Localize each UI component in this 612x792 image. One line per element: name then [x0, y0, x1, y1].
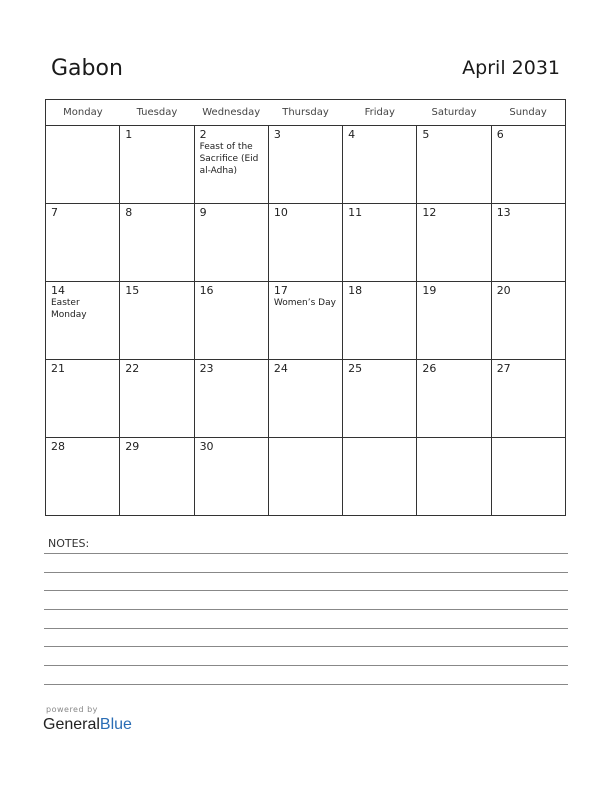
day-number: 16	[199, 284, 214, 297]
day-cell	[491, 438, 565, 516]
day-cell	[120, 126, 194, 204]
day-number: 29	[125, 440, 140, 453]
day-number: 25	[348, 362, 363, 375]
day-cell	[343, 282, 417, 360]
month-year-title: April 2031	[462, 57, 560, 79]
day-cell	[268, 126, 342, 204]
day-number: 9	[199, 206, 207, 219]
week-row	[46, 204, 566, 282]
weekday-header: Saturday	[417, 100, 491, 126]
day-number: 26	[422, 362, 437, 375]
day-cell	[194, 438, 268, 516]
calendar-grid	[45, 99, 566, 516]
day-cell	[46, 126, 120, 204]
day-cell	[343, 360, 417, 438]
day-number: 28	[51, 440, 65, 453]
day-cell	[491, 282, 565, 360]
week-row	[46, 360, 566, 438]
powered-by-text: powered by	[46, 705, 98, 714]
generalblue-logo	[43, 716, 132, 734]
day-cell	[343, 204, 417, 282]
weekday-header: Sunday	[491, 100, 565, 126]
weekday-header: Monday	[46, 100, 120, 126]
day-cell	[268, 204, 342, 282]
day-number: 23	[199, 362, 214, 375]
day-cell	[194, 204, 268, 282]
day-number: 1	[125, 128, 133, 141]
day-number: 17	[273, 284, 288, 297]
day-number: 11	[348, 206, 363, 219]
day-cell	[491, 204, 565, 282]
brand-general-text: General	[43, 716, 100, 733]
day-cell	[120, 204, 194, 282]
note-line	[44, 646, 568, 647]
note-line	[44, 572, 568, 573]
day-number: 24	[273, 362, 288, 375]
weekday-header: Tuesday	[120, 100, 194, 126]
day-cell	[491, 360, 565, 438]
weekday-header-row	[46, 100, 566, 126]
note-line	[44, 590, 568, 591]
day-number: 7	[51, 206, 58, 219]
note-line	[44, 609, 568, 610]
day-cell	[194, 126, 268, 204]
day-cell	[120, 282, 194, 360]
day-cell	[343, 438, 417, 516]
day-number: 18	[348, 284, 363, 297]
day-number: 4	[348, 128, 356, 141]
day-cell	[46, 282, 120, 360]
day-number: 14	[51, 284, 65, 297]
day-cell	[194, 282, 268, 360]
day-number: 19	[422, 284, 437, 297]
country-title: Gabon	[51, 56, 123, 81]
day-number: 21	[51, 362, 65, 375]
day-cell	[417, 204, 491, 282]
day-number: 8	[125, 206, 133, 219]
day-cell	[120, 360, 194, 438]
day-cell	[46, 204, 120, 282]
holiday-label: Feast of the Sacrifice (Eid al-Adha)	[199, 142, 259, 176]
weekday-header: Friday	[343, 100, 417, 126]
day-cell	[120, 438, 194, 516]
day-number: 3	[273, 128, 281, 141]
week-row	[46, 126, 566, 204]
day-cell	[417, 126, 491, 204]
day-number: 13	[496, 206, 511, 219]
weekday-header: Wednesday	[194, 100, 268, 126]
day-cell	[46, 438, 120, 516]
notes-label: NOTES:	[48, 537, 90, 550]
day-number: 2	[199, 128, 207, 141]
week-row	[46, 438, 566, 516]
day-number: 22	[125, 362, 140, 375]
day-number: 5	[422, 128, 430, 141]
holiday-label: Easter Monday	[51, 298, 87, 320]
holiday-label: Women’s Day	[273, 298, 336, 308]
day-number: 12	[422, 206, 437, 219]
day-cell	[194, 360, 268, 438]
day-cell	[46, 360, 120, 438]
day-cell	[268, 282, 342, 360]
day-cell	[417, 438, 491, 516]
day-number: 27	[496, 362, 511, 375]
note-line	[44, 628, 568, 629]
day-cell	[268, 438, 342, 516]
brand-blue-text: Blue	[99, 716, 132, 733]
note-line	[44, 684, 568, 685]
day-cell	[491, 126, 565, 204]
note-line	[44, 665, 568, 666]
day-number: 30	[199, 440, 214, 453]
day-cell	[417, 360, 491, 438]
note-line	[44, 553, 568, 554]
day-number: 6	[496, 128, 504, 141]
day-number: 15	[125, 284, 140, 297]
day-number: 20	[496, 284, 511, 297]
day-cell	[343, 126, 417, 204]
day-cell	[417, 282, 491, 360]
weekday-header: Thursday	[268, 100, 342, 126]
day-cell	[268, 360, 342, 438]
day-number: 10	[273, 206, 288, 219]
week-row	[46, 282, 566, 360]
